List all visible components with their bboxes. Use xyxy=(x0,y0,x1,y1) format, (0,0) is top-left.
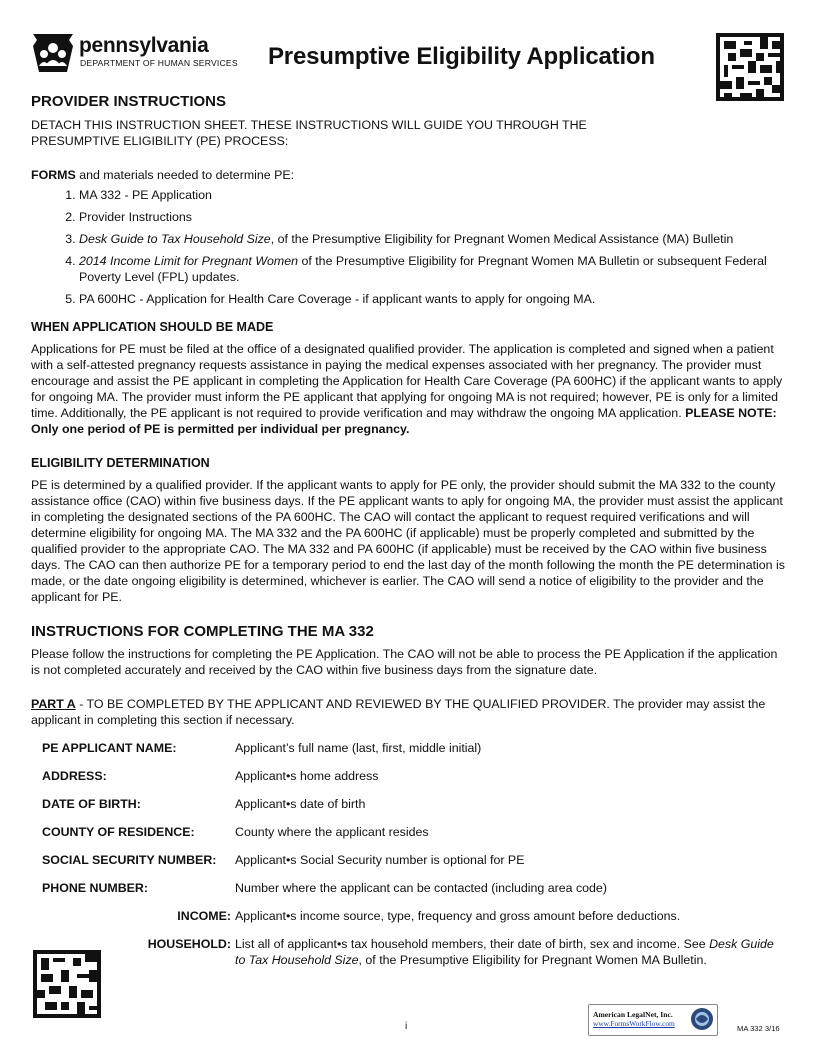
list-item: 3. Desk Guide to Tax Household Size, of the Presumptive Eligibility for Pregnant Women Medical Assistance (MA) Bulletin xyxy=(79,231,787,247)
eligibility-body: PE is determined by a qualified provider. If the applicant wants to apply for PE only, the provider should submit the MA 332 to the county assistance office (CAO) within five business days. If the PE applicant wants to aply for ongoing MA, the provider must assist the applicant in completing the designated sections of the PA 600HC. The CAO will contact the applicant to request required verifications and will determine eligibility for ongoing MA. The MA 332 and the PA 600HC (if applicable) must be properly completed and submitted by the qualified provider to the appropriate CAO. The MA 332 and PA 600HC (if applicable) must be received by the CAO within five business days. The CAO can then authorize PE for a temporary period to end the last day of the month following the month the PE determination is made, or the date ongoing eligibility is determined, whichever is earlier. The CAO will send a notice of eligibility to the provider and the applicant for PE. xyxy=(31,478,785,604)
keystone-logo-icon xyxy=(31,32,75,74)
globe-icon xyxy=(690,1007,714,1031)
qr-code-icon xyxy=(716,33,784,101)
part-a-text: PART A - TO BE COMPLETED BY THE APPLICANT AND REVIEWED BY THE QUALIFIED PROVIDER. The provider may assist the applicant in completing this section if necessary. xyxy=(31,697,766,727)
completing-heading: INSTRUCTIONS FOR COMPLETING THE MA 332 xyxy=(31,623,374,640)
list-item: 5. PA 600HC - Application for Health Care Coverage - if applicant wants to apply for ongoing MA. xyxy=(79,291,787,307)
page-title: Presumptive Eligibility Application xyxy=(268,43,655,70)
forms-list xyxy=(31,187,787,307)
list-item: 2. Provider Instructions xyxy=(79,209,787,225)
list-item: 4. 2014 Income Limit for Pregnant Women of the Presumptive Eligibility for Pregnant Women MA Bulletin or subsequent Federal Poverty Level (FPL) updates. xyxy=(79,253,787,285)
list-item: 1. MA 332 - PE Application xyxy=(79,187,787,203)
logo-department: DEPARTMENT OF HUMAN SERVICES xyxy=(80,58,238,68)
form-id: MA 332 3/16 xyxy=(737,1024,780,1033)
forms-line xyxy=(31,167,787,183)
field-row-household: HOUSEHOLD: List all of applicant•s tax household members, their date of birth, sex and income. See Desk Guide to Tax Household Size, of the Presumptive Eligibility for Pregnant Women MA Bulletin. xyxy=(147,937,774,967)
page-number: i xyxy=(405,1021,408,1032)
detach-line-2: PRESUMPTIVE ELIGIBILITY (PE) PROCESS: xyxy=(31,134,289,148)
provider-instructions-heading: PROVIDER INSTRUCTIONS xyxy=(31,93,227,110)
field-row: COUNTY OF RESIDENCE: County where the applicant resides xyxy=(42,825,429,839)
completing-body: Please follow the instructions for completing the PE Application. The CAO will not be able to process the PE Application if the application is not completed accurately and received by the CAO within five business days from the signature date. xyxy=(31,647,778,677)
pe-note: PLEASE NOTE: Only one period of PE is permitted per individual per pregnancy. xyxy=(31,406,777,436)
qr-code-icon xyxy=(33,950,101,1018)
field-row: PHONE NUMBER: Number where the applicant can be contacted (including area code) xyxy=(42,881,607,895)
formsworkflow-link[interactable]: www.FormsWorkFlow.com xyxy=(593,1019,675,1028)
part-a-label: PART A xyxy=(31,697,76,711)
logo-name: pennsylvania xyxy=(79,34,209,57)
field-row: PE APPLICANT NAME: Applicant’s full name (last, first, middle initial) xyxy=(42,741,482,755)
forms-bold: FORMS xyxy=(31,168,76,182)
american-legalnet-name: American LegalNet, Inc. xyxy=(593,1010,673,1019)
eligibility-heading: ELIGIBILITY DETERMINATION xyxy=(31,456,210,470)
forms-rest: and materials needed to determine PE: xyxy=(75,168,295,182)
field-definitions xyxy=(42,740,787,968)
instructions-content xyxy=(31,92,787,980)
field-row: DATE OF BIRTH: Applicant•s date of birth xyxy=(42,797,366,811)
when-body: Applications for PE must be filed at the office of a designated qualified provider. The application is completed and signed when a patient with a self-attested pregnancy requests assistance in paying the medical expenses associated with her pregnancy. The provider must encourage and assist the PE applicant in completing the Application for Health Care Coverage (PA 600HC) if the applicant wants to apply for ongoing MA. The provider must inform the PE applicant that applying for ongoing MA is not required; however, PE is only for a limited time. Additionally, the PE applicant is not required to provide verification and may withdraw the ongoing MA application. PLEASE NOTE: Only one period of PE is permitted per individual per pregnancy. xyxy=(31,342,783,436)
field-row: ADDRESS: Applicant•s home address xyxy=(42,769,379,783)
when-heading: WHEN APPLICATION SHOULD BE MADE xyxy=(31,320,274,334)
detach-line-1: DETACH THIS INSTRUCTION SHEET. THESE INSTRUCTIONS WILL GUIDE YOU THROUGH THE xyxy=(31,118,587,132)
field-row: SOCIAL SECURITY NUMBER: Applicant•s Social Security number is optional for PE xyxy=(42,853,525,867)
field-row: INCOME: Applicant•s income source, type, frequency and gross amount before deductions. xyxy=(177,909,681,923)
